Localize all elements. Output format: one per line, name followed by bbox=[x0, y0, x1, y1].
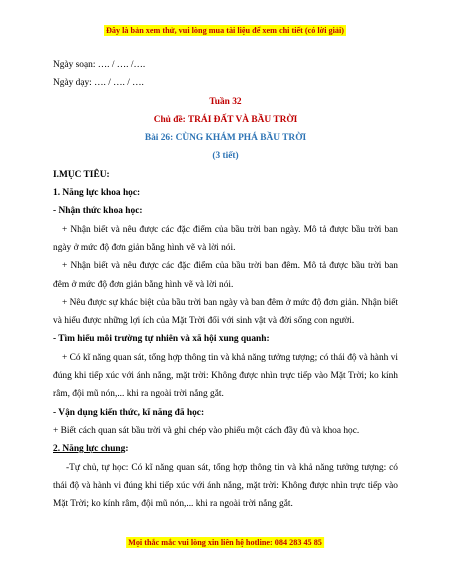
lesson-title: Bài 26: CÙNG KHÁM PHÁ BẦU TRỜI bbox=[144, 133, 307, 144]
paragraph-day-sky: + Nhận biết và nêu được các đặc điểm của bầu trời ban ngày. Mô tả được bầu trời ban ngày ở mức độ đơn giản bằng hình vẽ và lời nói. bbox=[53, 224, 398, 253]
week-title: Tuần 32 bbox=[209, 96, 242, 107]
paragraph-self-study: -Tự chủ, tự học: Có kĩ năng quan sát, tổng hợp thông tin và khả năng tưởng tượng: có thái độ và hành vi đúng khi tiếp xúc với ánh nắng, mặt trời: Không được nhìn trực tiếp vào Mặt Trời; ko kính râm, đội mũ nón,... khi ra ngoài trời nắng gắt. bbox=[53, 462, 398, 510]
preview-banner: Đây là bản xem thử, vui lòng mua tài liệu để xem chi tiết (có lời giải) bbox=[105, 26, 345, 35]
subheading-science-awareness: - Nhận thức khoa học: bbox=[53, 206, 143, 217]
paragraph-observation-skills: + Có kĩ năng quan sát, tổng hợp thông tin và khả năng tưởng tượng; có thái độ và hành vi đúng khi tiếp xúc với ánh nắng, mặt trời: Không được nhìn trực tiếp vào Mặt Trời; ko kính râm, đội mũ nón,... khi ra ngoài trời nắng gắt. bbox=[53, 352, 398, 400]
document-body bbox=[53, 56, 398, 513]
date-plan: Ngày soạn: …. / …. /…. bbox=[53, 60, 146, 70]
paragraph-day-night-difference: + Nêu được sự khác biệt của bầu trời ban ngày và ban đêm ở mức độ đơn giản. Nhận biết và hiểu được những lợi ích của Mặt Trời đối với sinh vật và đời sống con người. bbox=[53, 297, 398, 327]
heading-general-label: 2. Năng lực chung bbox=[53, 444, 126, 455]
paragraph-night-sky: + Nhận biết và nêu được các đặc điểm của bầu trời ban đêm. Mô tả được bầu trời ban đêm ở mức độ đơn giản bằng hình vẽ và lời nói. bbox=[53, 261, 398, 290]
subheading-apply-knowledge: - Vận dụng kiến thức, kĩ năng đã học: bbox=[53, 407, 205, 418]
heading-general-colon: : bbox=[125, 444, 129, 455]
heading-general-competence bbox=[53, 440, 398, 458]
section-objectives: I.MỤC TIÊU: bbox=[53, 169, 110, 180]
hotline-banner: Mọi thắc mắc vui lòng xin liên hệ hotline: 084 283 45 85 bbox=[128, 538, 322, 547]
lesson-duration: (3 tiết) bbox=[212, 151, 239, 162]
heading-science-competence: 1. Năng lực khoa học: bbox=[53, 188, 141, 199]
paragraph-record-observation: + Biết cách quan sát bầu trời và ghi chép vào phiếu một cách đầy đủ và khoa học. bbox=[53, 425, 360, 436]
topic-title: Chủ đề: TRÁI ĐẤT VÀ BẦU TRỜI bbox=[153, 114, 298, 125]
subheading-explore-environment: - Tìm hiểu môi trường tự nhiên và xã hội xung quanh: bbox=[53, 334, 270, 345]
date-teach: Ngày dạy: …. / …. / …. bbox=[53, 78, 144, 89]
